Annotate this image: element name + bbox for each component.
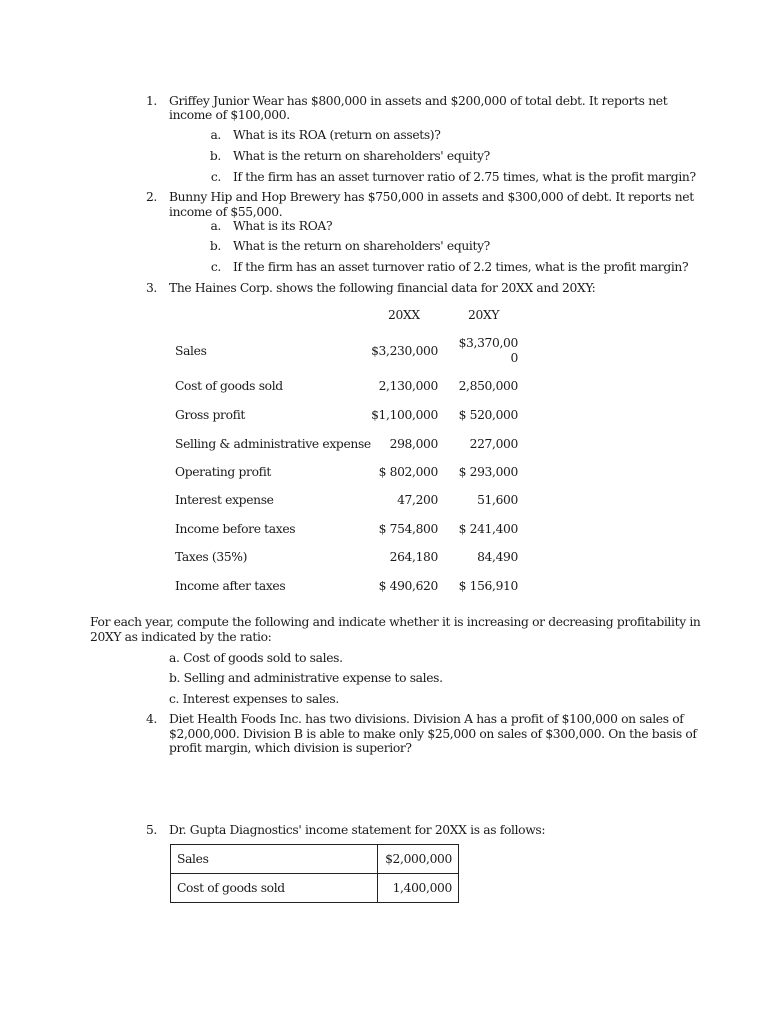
table-row (171, 874, 459, 903)
q4-text-line1: Diet Health Foods Inc. has two divisions. Division A has a profit of $100,000 on sales of (169, 712, 684, 726)
table-cell-20xy: 227,000 (469, 437, 518, 451)
instructions-item-c: c. Interest expenses to sales. (169, 692, 339, 706)
q5-number: 5. (145, 823, 157, 837)
q2-sub-b-text: What is the return on shareholders' equity? (233, 239, 490, 253)
table-cell-20xy: 51,600 (477, 493, 518, 507)
table-row-label: Gross profit (175, 408, 246, 422)
table-row-label: Cost of goods sold (175, 379, 283, 393)
table-row-label: Cost of goods sold (171, 874, 378, 903)
q1-sub-b-letter: b. (209, 149, 221, 163)
q2-sub-c-text: If the firm has an asset turnover ratio of 2.2 times, what is the profit margin? (233, 260, 689, 274)
q4-text-line3: profit margin, which division is superior? (169, 741, 412, 755)
q2-sub-b-letter: b. (209, 239, 221, 253)
table-cell-20xx: 47,200 (397, 493, 438, 507)
table-cell-20xx: 264,180 (389, 550, 438, 564)
table-row-label: Taxes (35%) (175, 550, 248, 564)
q1-sub-c-text: If the firm has an asset turnover ratio of 2.75 times, what is the profit margin? (233, 170, 696, 184)
table-row-label: Operating profit (175, 465, 271, 479)
q4-number: 4. (145, 712, 157, 726)
table-col-header-20xx: 20XX (388, 308, 420, 322)
table-cell-value: 1,400,000 (378, 874, 459, 903)
table-cell-value: $2,000,000 (378, 845, 459, 874)
q5-text: Dr. Gupta Diagnostics' income statement for 20XX is as follows: (169, 823, 546, 837)
income-statement-table (170, 844, 459, 903)
q2-number: 2. (145, 190, 157, 204)
q4-text-line2: $2,000,000. Division B is able to make only $25,000 on sales of $300,000. On the basis of (169, 727, 697, 741)
table-cell-20xy: $ 156,910 (458, 579, 518, 593)
q3-number: 3. (145, 281, 157, 295)
q2-sub-a-letter: a. (210, 219, 221, 233)
table-cell-20xy: $ 520,000 (458, 408, 518, 422)
table-cell-20xx: 298,000 (389, 437, 438, 451)
table-cell-20xy: $ 241,400 (458, 522, 518, 536)
instructions-item-a: a. Cost of goods sold to sales. (169, 651, 343, 665)
q1-text-line1: Griffey Junior Wear has $800,000 in assets and $200,000 of total debt. It reports net (169, 94, 668, 108)
table-row (171, 845, 459, 874)
table-cell-20xx: $3,230,000 (371, 344, 438, 358)
table-cell-20xx: 2,130,000 (378, 379, 438, 393)
table-row-label: Income before taxes (175, 522, 296, 536)
table-row-label: Sales (175, 344, 207, 358)
q1-number: 1. (145, 94, 157, 108)
table-row-label: Income after taxes (175, 579, 286, 593)
q1-sub-a-letter: a. (210, 128, 221, 142)
instructions-line2: 20XY as indicated by the ratio: (90, 630, 272, 644)
table-col-header-20xy: 20XY (468, 308, 500, 322)
table-cell-20xy: $3,370,00 (458, 336, 518, 350)
table-cell-20xy: $ 293,000 (458, 465, 518, 479)
table-row-label: Sales (171, 845, 378, 874)
q2-sub-a-text: What is its ROA? (233, 219, 333, 233)
q1-sub-b-text: What is the return on shareholders' equity? (233, 149, 490, 163)
table-cell-20xy-wrap: 0 (510, 351, 518, 365)
table-cell-20xx: $ 754,800 (378, 522, 438, 536)
q1-sub-c-letter: c. (210, 170, 221, 184)
table-cell-20xy: 2,850,000 (458, 379, 518, 393)
q1-sub-a-text: What is its ROA (return on assets)? (233, 128, 441, 142)
table-cell-20xx: $1,100,000 (371, 408, 438, 422)
instructions-item-b: b. Selling and administrative expense to sales. (169, 671, 443, 685)
instructions-line1: For each year, compute the following and indicate whether it is increasing or decreasing profitability in (90, 615, 701, 629)
q2-text-line2: income of $55,000. (169, 205, 283, 219)
table-cell-20xx: $ 490,620 (378, 579, 438, 593)
table-row-label: Interest expense (175, 493, 274, 507)
q2-sub-c-letter: c. (210, 260, 221, 274)
table-cell-20xx: $ 802,000 (378, 465, 438, 479)
table-cell-20xy: 84,490 (477, 550, 518, 564)
q3-text: The Haines Corp. shows the following financial data for 20XX and 20XY: (169, 281, 596, 295)
table-row-label: Selling & administrative expense (175, 437, 371, 451)
q2-text-line1: Bunny Hip and Hop Brewery has $750,000 in assets and $300,000 of debt. It reports net (169, 190, 694, 204)
q1-text-line2: income of $100,000. (169, 108, 290, 122)
